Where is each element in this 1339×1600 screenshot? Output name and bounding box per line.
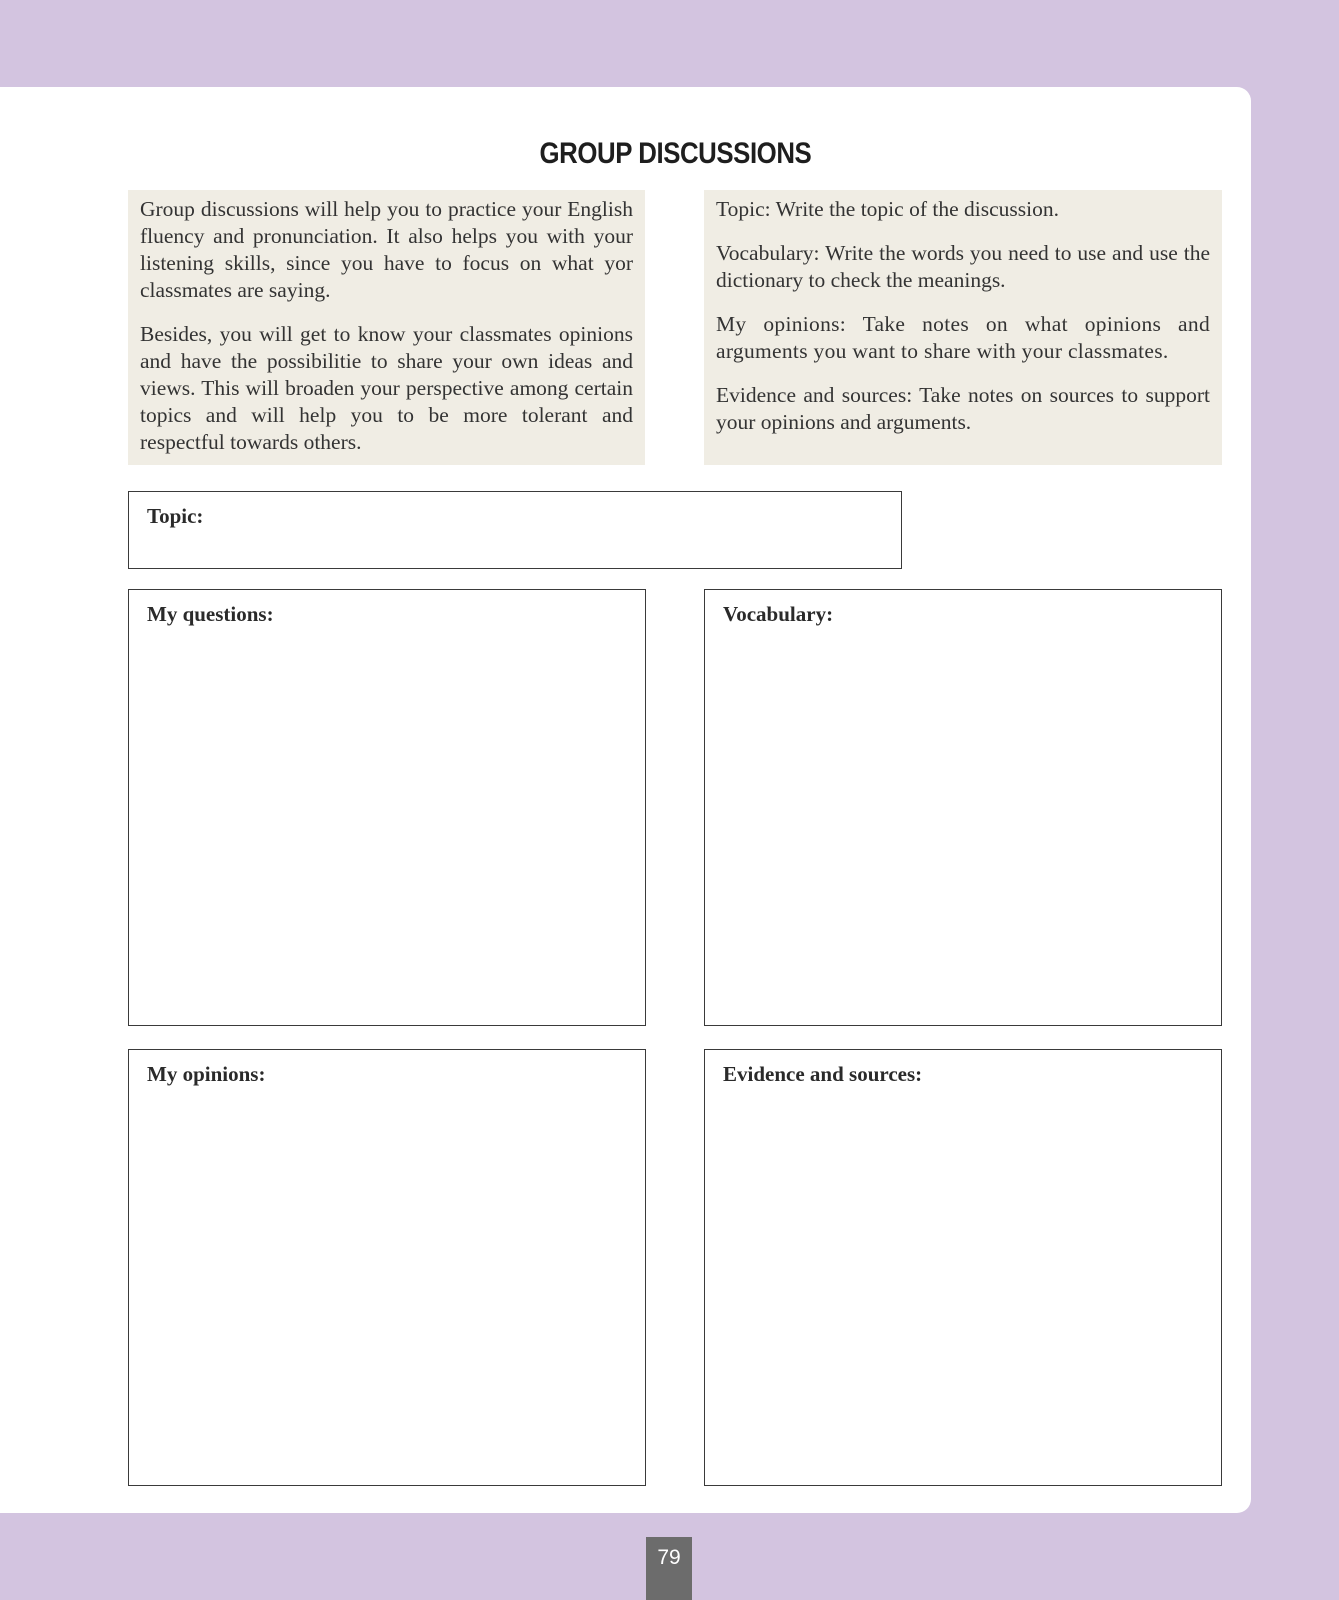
questions-label: My questions: bbox=[147, 602, 274, 626]
intro-paragraph-1: Group discussions will help you to practice your English fluency and pronunciation. It also helps you with your listening skills, since you have to focus on what yor classmates are saying. bbox=[140, 197, 633, 302]
page-number: 79 bbox=[646, 1537, 692, 1600]
opinions-label: My opinions: bbox=[147, 1062, 266, 1086]
topic-field[interactable] bbox=[128, 491, 902, 569]
instruction-opinions: My opinions: Take notes on what opinions and arguments you want to share with your classmates. bbox=[716, 312, 1210, 363]
instructions-panel bbox=[704, 190, 1222, 465]
evidence-field[interactable] bbox=[704, 1049, 1222, 1486]
instruction-evidence: Evidence and sources: Take notes on sources to support your opinions and arguments. bbox=[716, 383, 1210, 434]
topic-label: Topic: bbox=[147, 504, 204, 528]
opinions-field[interactable] bbox=[128, 1049, 646, 1486]
evidence-label: Evidence and sources: bbox=[723, 1062, 923, 1086]
questions-field[interactable] bbox=[128, 589, 646, 1026]
intro-paragraph-2: Besides, you will get to know your classmates opinions and have the possibilitie to share your own ideas and views. This will broaden your perspective among certain topics and will help you to be more tolerant and respectful towards others. bbox=[140, 322, 633, 454]
instruction-topic: Topic: Write the topic of the discussion. bbox=[716, 197, 1059, 221]
instruction-vocabulary: Vocabulary: Write the words you need to use and use the dictionary to check the meanings. bbox=[716, 241, 1210, 292]
worksheet-page bbox=[0, 87, 1251, 1513]
vocabulary-label: Vocabulary: bbox=[723, 602, 834, 626]
intro-panel bbox=[128, 190, 645, 465]
page-title: GROUP DISCUSSIONS bbox=[539, 137, 812, 170]
vocabulary-field[interactable] bbox=[704, 589, 1222, 1026]
